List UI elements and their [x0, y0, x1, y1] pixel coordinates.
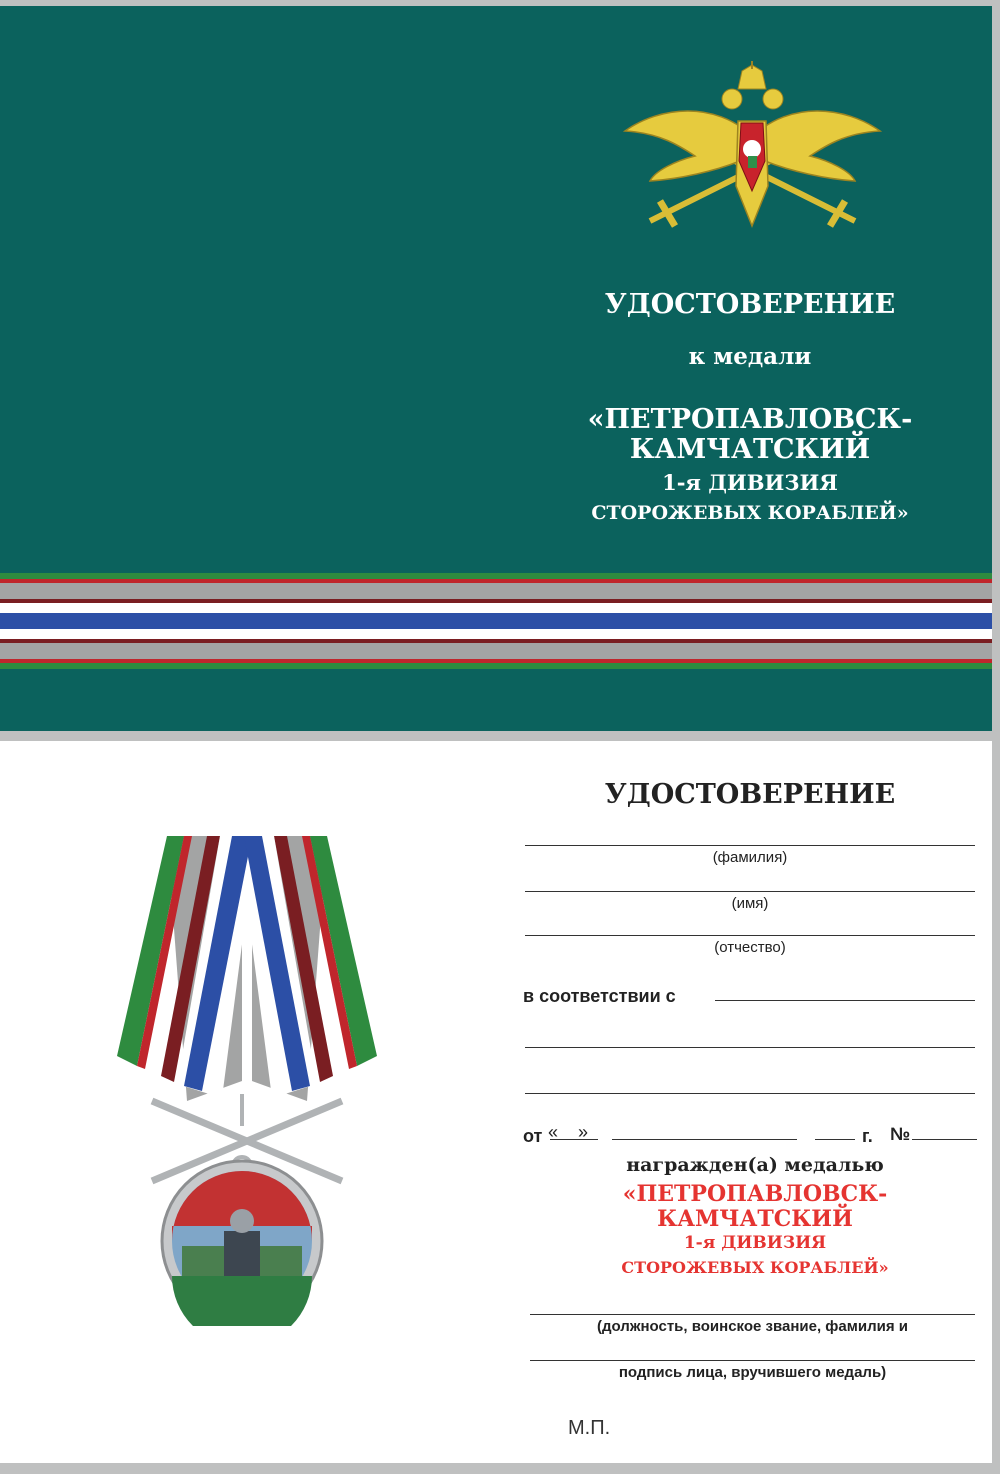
cover-medal-name-line-4: СТОРОЖЕВЫХ КОРАБЛЕЙ» — [591, 502, 909, 524]
accordance-label: в соответствии с — [523, 986, 676, 1006]
cover-title: УДОСТОВЕРЕНИЕ — [604, 289, 896, 320]
year-label: г. — [862, 1126, 873, 1146]
signature-hint: подпись лица, вручившего медаль) — [618, 1364, 887, 1381]
accordance-line-2[interactable] — [525, 1047, 975, 1048]
medal-with-ribbon-icon — [112, 836, 382, 1326]
ribbon-stripes-decoration — [0, 573, 992, 673]
from-label: от — [523, 1126, 543, 1146]
surname-line[interactable] — [525, 845, 975, 846]
medal-name-line-2: КАМЧАТСКИЙ — [657, 1206, 853, 1232]
medal-name-line-1: «ПЕТРОПАВЛОВСК- — [622, 1181, 888, 1207]
position-hint: (должность, воинское звание, фамилия и — [597, 1318, 908, 1335]
month-line[interactable] — [612, 1139, 797, 1140]
certificate-cover — [0, 6, 992, 731]
form-title: УДОСТОВЕРЕНИЕ — [604, 779, 896, 810]
patronymic-line[interactable] — [525, 935, 975, 936]
number-line[interactable] — [912, 1139, 977, 1140]
name-line[interactable] — [525, 891, 975, 892]
year-line[interactable] — [815, 1139, 855, 1140]
medal-name-line-4: СТОРОЖЕВЫХ КОРАБЛЕЙ» — [621, 1258, 889, 1277]
patronymic-hint: (отчество) — [714, 939, 786, 956]
border-guard-eagle-emblem-icon — [620, 61, 885, 241]
certificate-inner-page — [0, 741, 992, 1463]
signature-line[interactable] — [530, 1360, 975, 1361]
awarded-label: награжден(а) медалью — [626, 1154, 884, 1176]
day-line[interactable] — [550, 1139, 598, 1140]
cover-medal-name-line-1: «ПЕТРОПАВЛОВСК- — [587, 404, 913, 435]
accordance-line-3[interactable] — [525, 1093, 975, 1094]
position-line[interactable] — [530, 1314, 975, 1315]
date-quotes: « » — [548, 1122, 589, 1142]
seal-label: М.П. — [568, 1417, 611, 1439]
cover-subtitle: к медали — [688, 343, 812, 370]
surname-hint: (фамилия) — [712, 849, 788, 866]
number-label: № — [890, 1124, 911, 1144]
cover-medal-name-line-3: 1-я ДИВИЗИЯ — [662, 470, 838, 495]
accordance-line[interactable] — [715, 1000, 975, 1001]
cover-medal-name-line-2: КАМЧАТСКИЙ — [629, 434, 871, 465]
name-hint: (имя) — [731, 895, 769, 912]
medal-name-line-3: 1-я ДИВИЗИЯ — [683, 1233, 827, 1253]
